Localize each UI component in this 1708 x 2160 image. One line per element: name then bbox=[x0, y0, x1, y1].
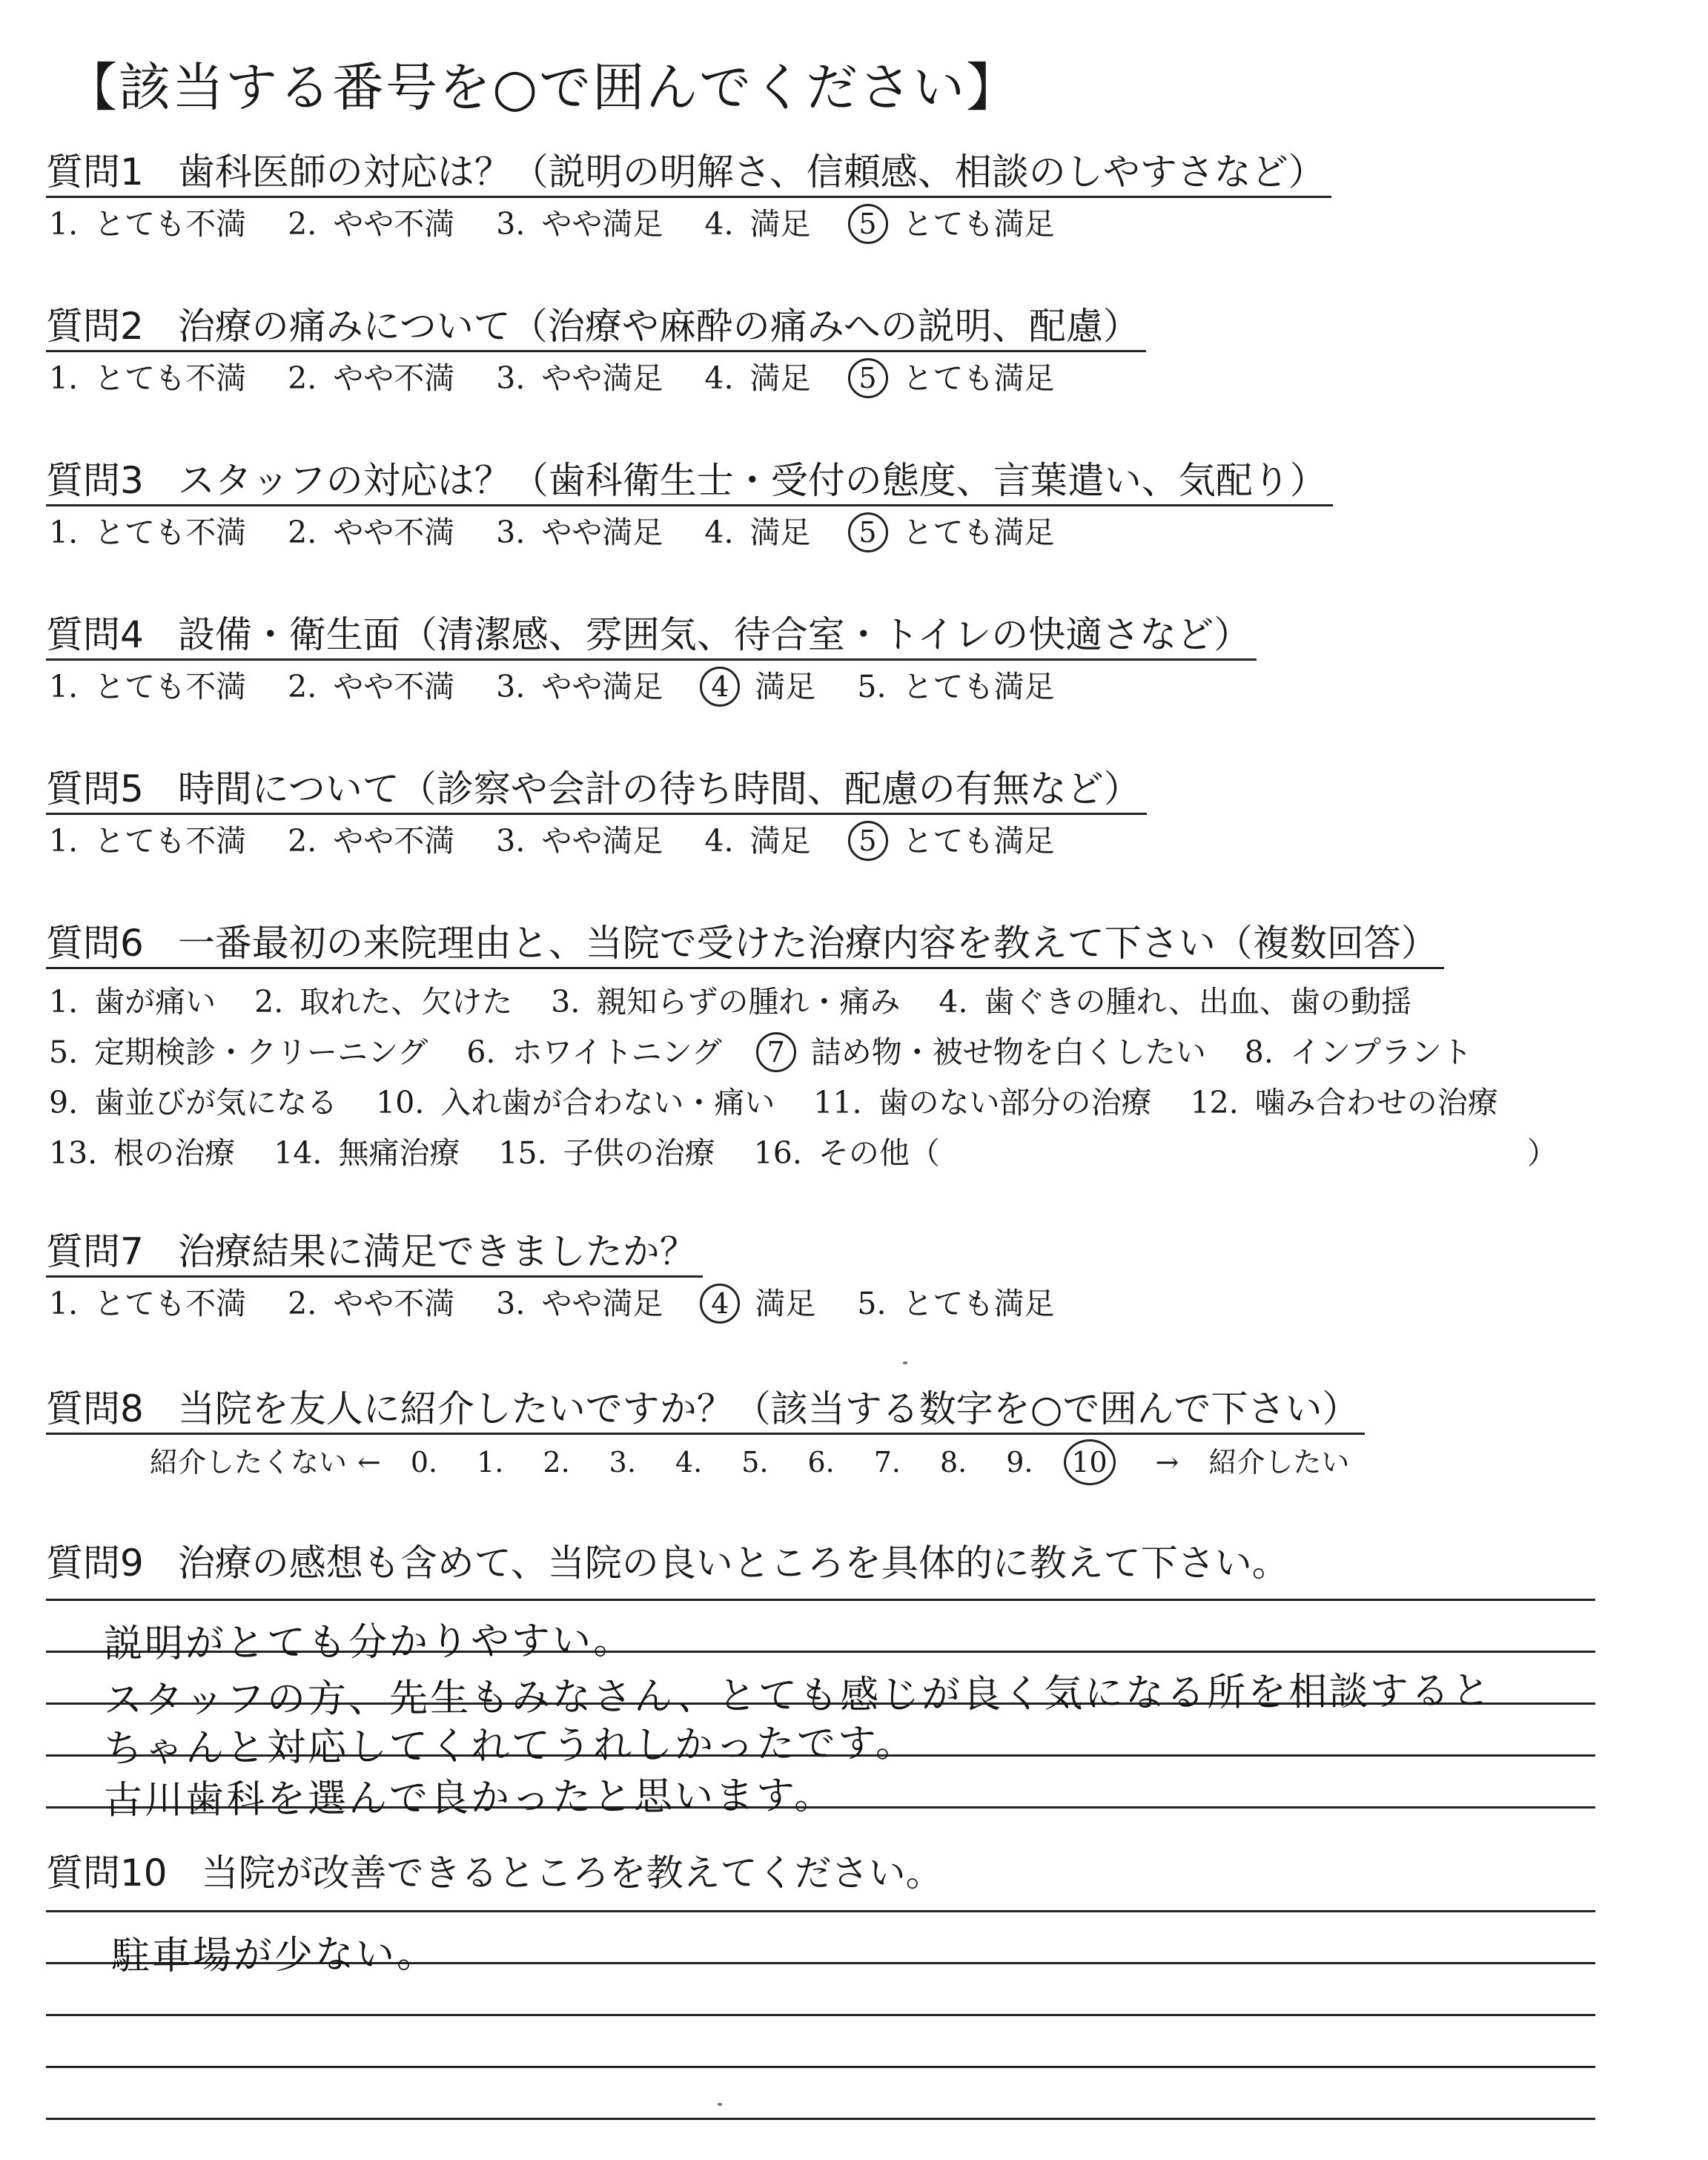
option-row bbox=[49, 1128, 1558, 1178]
question-text: 時間について（診察や会計の待ち時間、配慮の有無など） bbox=[177, 767, 1141, 810]
question-1 bbox=[46, 148, 1331, 244]
option-1[interactable]: 1. とても不満 bbox=[49, 360, 247, 396]
question-heading bbox=[46, 919, 1444, 969]
circled-mark: 7 bbox=[756, 1032, 796, 1072]
question-text: スタッフの対応は？（歯科衛生士・受付の態度、言葉遣い、気配り） bbox=[177, 459, 1327, 502]
question-text: 治療の痛みについて（治療や麻酔の痛みへの説明、配慮） bbox=[177, 305, 1140, 348]
question-text: 治療の感想も含めて、当院の良いところを具体的に教えて下さい。 bbox=[177, 1542, 1289, 1585]
question-text: 当院を友人に紹介したいですか？（該当する数字を○で囲んで下さい） bbox=[177, 1387, 1360, 1430]
option-3[interactable]: 3. やや満足 bbox=[496, 515, 663, 550]
treatment-options bbox=[49, 977, 1558, 1178]
other-field-close: ） bbox=[1526, 1135, 1558, 1171]
scan-speck bbox=[718, 2103, 722, 2106]
option-1[interactable]: 1. とても不満 bbox=[49, 823, 247, 859]
question-2 bbox=[46, 303, 1146, 398]
question-3 bbox=[46, 457, 1333, 552]
scale-5[interactable]: 5. bbox=[741, 1446, 769, 1479]
option-8[interactable]: 8. インプラント bbox=[1244, 1034, 1472, 1070]
option-2[interactable]: 2. やや不満 bbox=[288, 823, 455, 859]
option-3[interactable]: 3. 親知らずの腫れ・痛み bbox=[551, 984, 901, 1020]
answer-options bbox=[49, 1284, 1096, 1324]
question-text: 治療結果に満足できましたか？ bbox=[177, 1230, 697, 1273]
option-6[interactable]: 6. ホワイトニング bbox=[466, 1034, 722, 1070]
option-2[interactable]: 2. やや不満 bbox=[288, 206, 455, 242]
option-5-selected[interactable]: 5 とても満足 bbox=[853, 821, 1055, 861]
question-7 bbox=[46, 1228, 1096, 1324]
option-10[interactable]: 10. 入れ歯が合わない・痛い bbox=[376, 1085, 775, 1120]
question-number: 質問1 bbox=[46, 151, 144, 194]
option-row bbox=[49, 977, 1558, 1027]
circled-mark: 5 bbox=[848, 821, 888, 861]
option-4[interactable]: 4. 満足 bbox=[704, 206, 811, 242]
scale-3[interactable]: 3. bbox=[609, 1446, 636, 1479]
circled-mark: 5 bbox=[848, 204, 888, 244]
rule-line bbox=[46, 2014, 1595, 2016]
question-10 bbox=[46, 1849, 949, 1897]
question-heading bbox=[46, 1385, 1365, 1435]
question-number: 質問8 bbox=[46, 1387, 144, 1430]
circled-mark: 4 bbox=[700, 1284, 740, 1324]
question-heading bbox=[46, 303, 1146, 352]
option-4[interactable]: 4. 満足 bbox=[704, 515, 811, 550]
option-2[interactable]: 2. やや不満 bbox=[288, 360, 455, 396]
handwritten-answer-line-1: 説明がとても分かりやすい。 bbox=[103, 1618, 635, 1667]
option-5-selected[interactable]: 5 とても満足 bbox=[853, 512, 1055, 552]
rule-line bbox=[46, 2066, 1595, 2068]
scale-7[interactable]: 7. bbox=[873, 1446, 901, 1479]
rule-line bbox=[46, 1599, 1595, 1601]
question-number: 質問4 bbox=[46, 613, 144, 656]
circled-mark: 5 bbox=[848, 512, 888, 552]
option-14[interactable]: 14. 無痛治療 bbox=[274, 1135, 460, 1171]
option-1[interactable]: 1. とても不満 bbox=[49, 1286, 247, 1321]
question-heading bbox=[46, 148, 1331, 198]
page-title: 【該当する番号を○で囲んでください】 bbox=[65, 57, 1020, 118]
option-16-other[interactable]: 16. その他（ bbox=[753, 1135, 940, 1171]
arrow-right-icon: → bbox=[1155, 1446, 1179, 1479]
handwritten-answer-line-4: 古川歯科を選んで良かったと思います。 bbox=[103, 1773, 835, 1823]
option-12[interactable]: 12. 噛み合わせの治療 bbox=[1190, 1085, 1498, 1120]
question-8 bbox=[46, 1385, 1365, 1485]
option-15[interactable]: 15. 子供の治療 bbox=[498, 1135, 715, 1171]
question-heading bbox=[46, 611, 1257, 661]
question-number: 質問5 bbox=[46, 767, 144, 810]
arrow-left-icon: ← bbox=[357, 1446, 381, 1479]
option-2[interactable]: 2. やや不満 bbox=[288, 669, 455, 704]
answer-options bbox=[49, 821, 1147, 861]
question-heading bbox=[46, 1849, 949, 1897]
question-text: 一番最初の来院理由と、当院で受けた治療内容を教えて下さい（複数回答） bbox=[177, 922, 1438, 965]
option-1[interactable]: 1. とても不満 bbox=[49, 669, 247, 704]
scale-9[interactable]: 9. bbox=[1006, 1446, 1033, 1479]
option-row bbox=[49, 1077, 1558, 1128]
option-row bbox=[49, 1027, 1558, 1077]
option-5-selected[interactable]: 5 とても満足 bbox=[853, 204, 1055, 244]
option-7-selected[interactable]: 7 詰め物・被せ物を白くしたい bbox=[761, 1027, 1206, 1077]
question-number: 質問9 bbox=[46, 1542, 144, 1585]
circled-mark: 5 bbox=[848, 358, 888, 398]
rule-line bbox=[46, 2118, 1595, 2120]
handwritten-answer-line-1: 駐車場が少ない。 bbox=[110, 1932, 438, 1979]
circled-mark: 4 bbox=[700, 667, 740, 707]
question-6 bbox=[46, 919, 1558, 1178]
scale-left-label: 紹介したくない bbox=[150, 1446, 348, 1479]
option-4[interactable]: 4. 歯ぐきの腫れ、出血、歯の動揺 bbox=[939, 984, 1411, 1020]
option-1[interactable]: 1. とても不満 bbox=[49, 206, 247, 242]
option-2[interactable]: 2. やや不満 bbox=[288, 515, 455, 550]
option-11[interactable]: 11. 歯のない部分の治療 bbox=[813, 1085, 1152, 1120]
option-3[interactable]: 3. やや満足 bbox=[496, 823, 663, 859]
question-heading bbox=[46, 457, 1333, 506]
option-1[interactable]: 1. とても不満 bbox=[49, 515, 247, 550]
scale-right-label: 紹介したい bbox=[1208, 1446, 1350, 1479]
question-heading bbox=[46, 1228, 703, 1278]
question-number: 質問7 bbox=[46, 1230, 144, 1273]
question-number: 質問3 bbox=[46, 459, 144, 502]
option-13[interactable]: 13. 根の治療 bbox=[49, 1135, 236, 1171]
option-5[interactable]: 5. とても満足 bbox=[857, 669, 1055, 704]
scale-2[interactable]: 2. bbox=[543, 1446, 570, 1479]
scale-10-selected[interactable]: 10 bbox=[1064, 1439, 1116, 1485]
option-3[interactable]: 3. やや満足 bbox=[496, 206, 663, 242]
question-number: 質問6 bbox=[46, 922, 144, 965]
option-1[interactable]: 1. 歯が痛い bbox=[49, 984, 216, 1020]
option-4[interactable]: 4. 満足 bbox=[704, 823, 811, 859]
answer-options bbox=[49, 667, 1257, 707]
option-2[interactable]: 2. やや不満 bbox=[288, 1286, 455, 1321]
option-2[interactable]: 2. 取れた、欠けた bbox=[254, 984, 513, 1020]
scan-speck bbox=[903, 1361, 907, 1364]
question-text: 当院が改善できるところを教えてください。 bbox=[201, 1852, 943, 1895]
question-5 bbox=[46, 765, 1147, 861]
question-heading bbox=[46, 765, 1147, 815]
option-5[interactable]: 5. 定期検診・クリーニング bbox=[49, 1034, 428, 1070]
option-5-selected[interactable]: 5 とても満足 bbox=[853, 358, 1055, 398]
option-9[interactable]: 9. 歯並びが気になる bbox=[49, 1085, 338, 1120]
question-number: 質問10 bbox=[46, 1852, 168, 1895]
option-4[interactable]: 4. 満足 bbox=[704, 360, 811, 396]
option-3[interactable]: 3. やや満足 bbox=[496, 669, 663, 704]
scale-6[interactable]: 6. bbox=[807, 1446, 835, 1479]
handwritten-answer-line-3: ちゃんと対応してくれてうれしかったです。 bbox=[103, 1721, 917, 1771]
option-4-selected[interactable]: 4 満足 bbox=[704, 1284, 815, 1324]
scale-0[interactable]: 0. bbox=[410, 1446, 438, 1479]
question-4 bbox=[46, 611, 1257, 707]
question-text: 設備・衛生面（清潔感、雰囲気、待合室・トイレの快適さなど） bbox=[177, 613, 1251, 656]
option-5[interactable]: 5. とても満足 bbox=[857, 1286, 1055, 1321]
handwritten-answer-line-2: スタッフの方、先生もみなさん、とても感じが良く気になる所を相談すると bbox=[103, 1668, 1493, 1723]
question-text: 歯科医師の対応は？（説明の明解さ、信頼感、相談のしやすさなど） bbox=[177, 151, 1325, 194]
scale-1[interactable]: 1. bbox=[477, 1446, 504, 1479]
question-heading bbox=[46, 1539, 1295, 1587]
rule-line bbox=[46, 1910, 1595, 1912]
option-3[interactable]: 3. やや満足 bbox=[496, 360, 663, 396]
scale-8[interactable]: 8. bbox=[939, 1446, 967, 1479]
answer-options bbox=[49, 358, 1146, 398]
answer-options bbox=[49, 204, 1331, 244]
question-9 bbox=[46, 1539, 1295, 1587]
scale-4[interactable]: 4. bbox=[675, 1446, 703, 1479]
question-number: 質問2 bbox=[46, 305, 144, 348]
option-4-selected[interactable]: 4 満足 bbox=[704, 667, 815, 707]
option-3[interactable]: 3. やや満足 bbox=[496, 1286, 663, 1321]
recommend-scale bbox=[150, 1439, 1365, 1485]
answer-options bbox=[49, 512, 1333, 552]
